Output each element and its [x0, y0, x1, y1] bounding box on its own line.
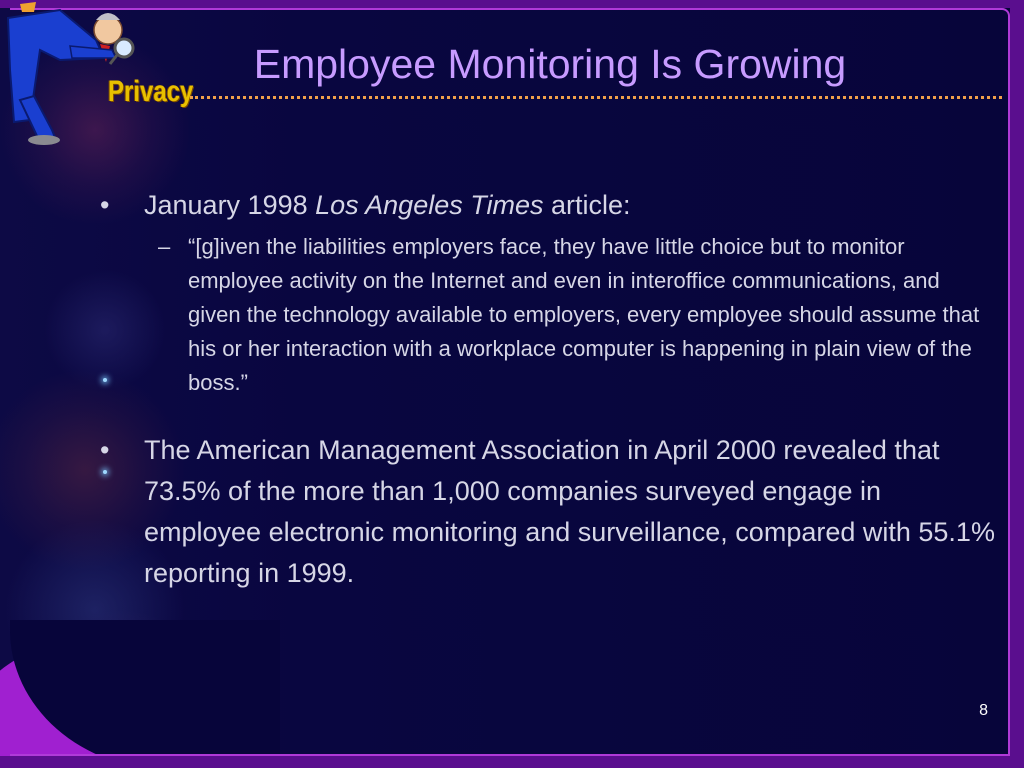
bullet-text-prefix: January 1998 [144, 190, 316, 220]
frame-right [1010, 0, 1024, 768]
logo-text: Privacy [108, 74, 194, 109]
sub-bullet-quote [100, 230, 998, 400]
bullet-text-italic: Los Angeles Times [315, 190, 544, 220]
bullet-marker: • [100, 190, 110, 220]
slide-title: Employee Monitoring Is Growing [253, 41, 847, 87]
bullet-text-suffix: article: [543, 190, 631, 220]
bullet-text: The American Management Association in April 2000 revealed that 73.5% of the more than 1,000 companies surveyed engage in employee electronic monitoring and surveillance, compared with 55.1% reporting in 1999. [144, 435, 995, 588]
bullet-la-times [100, 186, 1000, 224]
sub-bullet-marker: – [158, 234, 171, 259]
frame-bottom [0, 756, 1024, 768]
page-number: 8 [979, 702, 988, 719]
privacy-logo [0, 0, 200, 150]
bullet-marker: • [100, 435, 110, 465]
title-underline [190, 96, 1002, 99]
slide-body [100, 186, 1000, 594]
quote-text: “[g]iven the liabilities employers face, they have little choice but to monitor employee activity on the Internet and even in interoffice communications, and given the technology available to employers, every employee should assume that his or her interaction with a workplace computer is happening in plain view of the boss.” [188, 234, 980, 395]
bullet-ama-survey [100, 430, 1000, 594]
